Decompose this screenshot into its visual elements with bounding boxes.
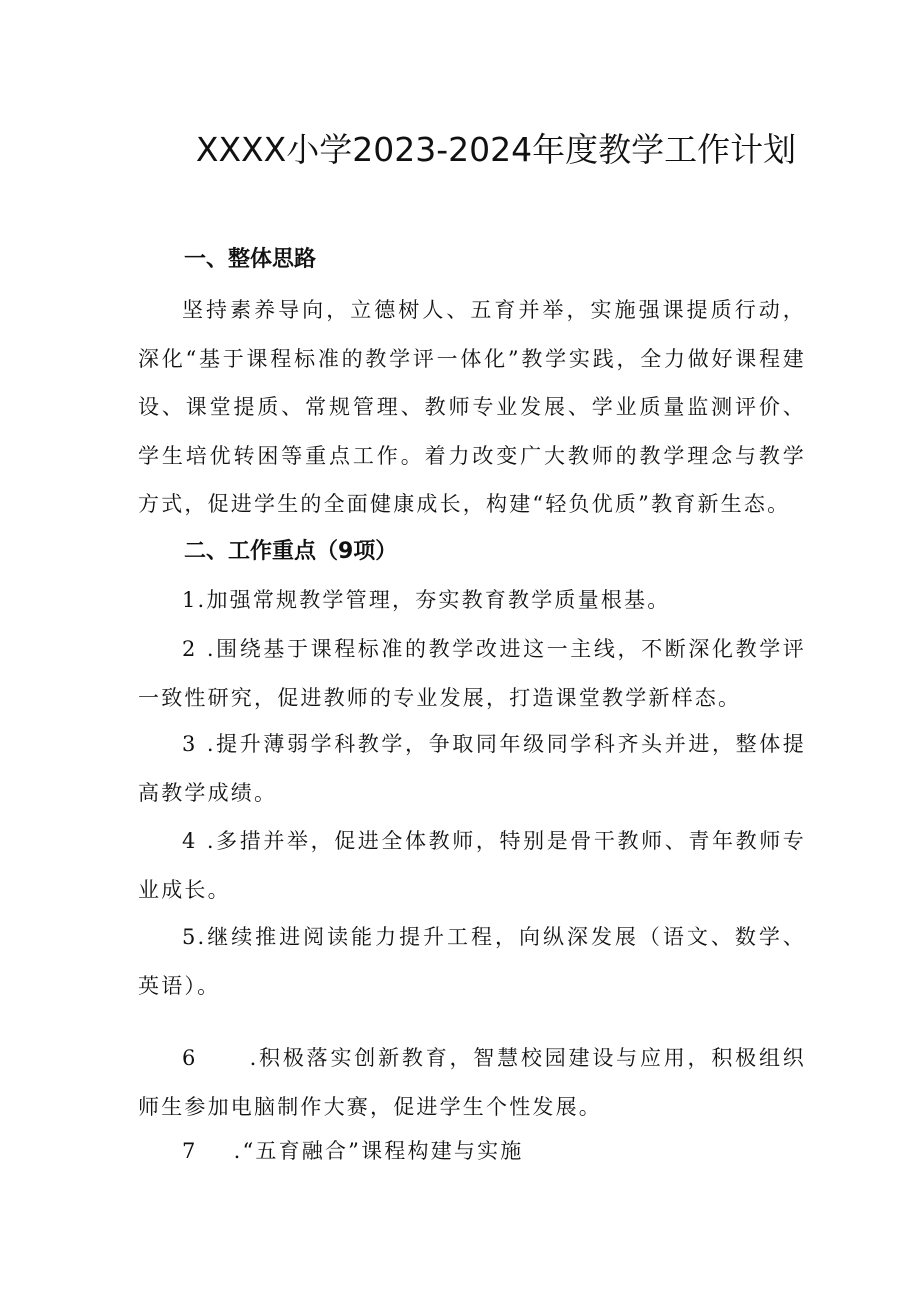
item-number: 5. [182, 925, 207, 949]
list-item [138, 1034, 806, 1131]
document-title: XXXX小学2023-2024年度教学工作计划 [195, 130, 797, 169]
item-text: 多措并举，促进全体教师，特别是骨干教师、青年教师专业成长。 [138, 829, 807, 902]
item-text: .积极落实创新教育，智慧校园建设与应用，积极组织师生参加电脑制作大赛，促进学生个性发展。 [138, 1046, 806, 1119]
item-number: 3 . [182, 732, 216, 756]
item-number: 2 . [182, 637, 216, 661]
section-heading-work-priorities: 二、工作重点（9项） [184, 539, 398, 564]
item-text: .“五育融合”课程构建与实施 [233, 1139, 524, 1163]
item-text: 加强常规教学管理，夯实教育教学质量根基。 [206, 588, 671, 612]
item-text: 提升薄弱学科教学，争取同年级同学科齐头并进，整体提高教学成绩。 [138, 732, 807, 805]
item-text: 继续推进阅读能力提升工程，向纵深发展（语文、数学、英语）。 [138, 925, 806, 998]
list-item [138, 913, 806, 1010]
list-item [138, 625, 806, 722]
list-item [138, 720, 806, 817]
item-number: 4 . [182, 829, 216, 853]
item-number: 1. [182, 588, 207, 612]
list-item [138, 576, 806, 625]
item-number: 7 [182, 1139, 198, 1163]
overall-approach-paragraph: 坚持素养导向，立德树人、五育并举，实施强课提质行动，深化“基于课程标准的教学评一体化”教学实践，全力做好课程建设、课堂提质、常规管理、教师专业发展、学业质量监测评价、学生培优转困等重点工作。着力改变广大教师的教学理念与教学方式，促进学生的全面健康成长，构建“轻负优质”教育新生态。 [138, 298, 806, 516]
item-number: 6 [182, 1046, 198, 1070]
section-heading-overall-approach: 一、整体思路 [184, 247, 317, 272]
list-item [138, 1127, 806, 1176]
list-item [138, 817, 806, 914]
item-text: 围绕基于课程标准的教学改进这一主线，不断深化教学评一致性研究，促进教师的专业发展，打造课堂教学新样态。 [138, 637, 807, 710]
